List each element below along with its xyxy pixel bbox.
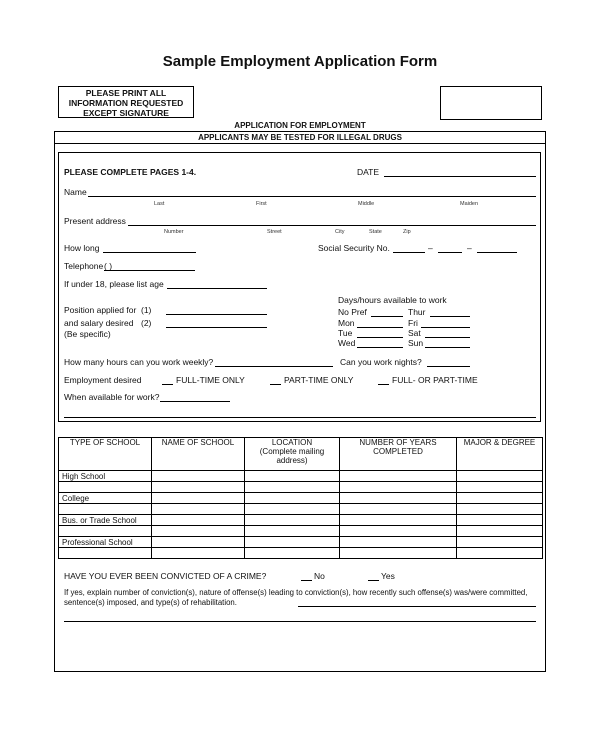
education-table-row <box>59 471 543 482</box>
ssn-field-3[interactable] <box>477 252 517 253</box>
day-wed: Wed <box>338 338 356 348</box>
cell[interactable] <box>340 482 457 493</box>
print-notice-box <box>58 86 194 118</box>
day-sat: Sat <box>408 328 421 338</box>
when-available-label: When available for work? <box>64 392 160 402</box>
cell[interactable] <box>245 471 340 482</box>
salary-label: and salary desired <box>64 318 134 328</box>
cell[interactable] <box>340 526 457 537</box>
cell[interactable] <box>245 493 340 504</box>
education-table <box>58 437 543 559</box>
header-major-degree: MAJOR & DEGREE <box>457 438 543 471</box>
address-sub-city: City <box>335 229 345 235</box>
sun-field[interactable] <box>425 347 470 348</box>
cell-spacer <box>59 548 152 559</box>
position-field-2[interactable] <box>166 327 267 328</box>
age-field[interactable] <box>167 288 267 289</box>
day-fri: Fri <box>408 318 418 328</box>
position-num-1: (1) <box>141 305 152 315</box>
cell[interactable] <box>152 493 245 504</box>
cell[interactable] <box>457 526 543 537</box>
ssn-label: Social Security No. <box>318 243 390 253</box>
row-label-high-school: High School <box>59 471 152 482</box>
name-sub-last: Last <box>154 201 165 207</box>
conviction-yes-checkbox[interactable] <box>368 580 379 581</box>
ssn-field-2[interactable] <box>438 252 462 253</box>
cell[interactable] <box>152 537 245 548</box>
cell[interactable] <box>152 471 245 482</box>
full-or-part-checkbox[interactable] <box>378 384 389 385</box>
telephone-area-code: ( ) <box>104 261 113 271</box>
name-sub-middle: Middle <box>358 201 375 207</box>
header-years-completed: NUMBER OF YEARS COMPLETED <box>340 438 457 471</box>
day-thur: Thur <box>408 307 426 317</box>
name-sub-first: First <box>256 201 267 207</box>
cell-spacer <box>59 504 152 515</box>
day-tue: Tue <box>338 328 353 338</box>
part-time-option: PART-TIME ONLY <box>284 375 354 385</box>
cell[interactable] <box>152 504 245 515</box>
application-heading: APPLICATION FOR EMPLOYMENT <box>234 121 366 130</box>
cell[interactable] <box>457 515 543 526</box>
conviction-no-option: No <box>314 571 325 581</box>
conviction-no-checkbox[interactable] <box>301 580 312 581</box>
cell[interactable] <box>457 482 543 493</box>
row-label-college: College <box>59 493 152 504</box>
day-nopref: No Pref <box>338 307 367 317</box>
days-hours-label: Days/hours available to work <box>338 295 447 305</box>
nopref-field[interactable] <box>371 316 403 317</box>
date-label: DATE <box>357 167 380 177</box>
row-label-trade-school: Bus. or Trade School <box>59 515 152 526</box>
address-sub-state: State <box>369 229 382 235</box>
row-label-professional-school: Professional School <box>59 537 152 548</box>
cell[interactable] <box>152 515 245 526</box>
extra-line[interactable] <box>64 417 536 418</box>
wed-field[interactable] <box>357 347 403 348</box>
print-notice-line2: INFORMATION REQUESTED <box>68 98 184 108</box>
cell[interactable] <box>457 548 543 559</box>
cell[interactable] <box>457 471 543 482</box>
ssn-dash-2: – <box>467 243 472 253</box>
position-label: Position applied for <box>64 305 137 315</box>
when-available-field[interactable] <box>160 401 230 402</box>
full-or-part-option: FULL- OR PART-TIME <box>392 375 478 385</box>
cell[interactable] <box>340 515 457 526</box>
address-sub-number: Number <box>164 229 184 235</box>
cell-spacer <box>59 526 152 537</box>
nights-label: Can you work nights? <box>340 357 422 367</box>
header-location <box>245 438 340 471</box>
cell[interactable] <box>245 482 340 493</box>
date-field[interactable] <box>384 176 536 177</box>
education-table-row <box>59 515 543 526</box>
cell[interactable] <box>457 537 543 548</box>
thur-field[interactable] <box>430 316 470 317</box>
cell[interactable] <box>245 526 340 537</box>
header-location-sub: (Complete mailing address) <box>259 447 325 465</box>
name-sub-maiden: Maiden <box>460 201 479 207</box>
cell[interactable] <box>340 471 457 482</box>
ssn-dash-1: – <box>428 243 433 253</box>
header-type-of-school: TYPE OF SCHOOL <box>59 438 152 471</box>
cell[interactable] <box>340 504 457 515</box>
education-table-row <box>59 526 543 537</box>
full-time-option: FULL-TIME ONLY <box>176 375 245 385</box>
name-field[interactable] <box>88 196 536 197</box>
full-time-checkbox[interactable] <box>162 384 173 385</box>
conviction-yes-option: Yes <box>381 571 395 581</box>
fri-field[interactable] <box>421 327 470 328</box>
employment-desired-label: Employment desired <box>64 375 142 385</box>
tue-field[interactable] <box>357 337 403 338</box>
education-table-row <box>59 482 543 493</box>
education-table-row <box>59 493 543 504</box>
cell[interactable] <box>457 493 543 504</box>
mon-field[interactable] <box>357 327 403 328</box>
header-name-of-school: NAME OF SCHOOL <box>152 438 245 471</box>
cell[interactable] <box>152 482 245 493</box>
position-field-1[interactable] <box>166 314 267 315</box>
address-sub-street: Street <box>267 229 282 235</box>
education-table-header <box>59 438 543 471</box>
nights-field[interactable] <box>427 366 470 367</box>
cell[interactable] <box>152 526 245 537</box>
address-field[interactable] <box>128 225 536 226</box>
sat-field[interactable] <box>425 337 470 338</box>
print-notice-line1: PLEASE PRINT ALL <box>85 88 167 98</box>
cell[interactable] <box>245 504 340 515</box>
day-sun: Sun <box>408 338 424 348</box>
cell[interactable] <box>340 548 457 559</box>
position-num-2: (2) <box>141 318 152 328</box>
education-table-row <box>59 537 543 548</box>
how-long-label: How long <box>64 243 100 253</box>
office-use-box[interactable] <box>440 86 542 120</box>
hours-weekly-field[interactable] <box>215 366 333 367</box>
telephone-label: Telephone <box>64 261 104 271</box>
cell-spacer <box>59 482 152 493</box>
cell[interactable] <box>245 515 340 526</box>
print-notice-line3: EXCEPT SIGNATURE <box>83 108 169 118</box>
conviction-explain-text: If yes, explain number of conviction(s), nature of offense(s) leading to conviction(s), how recently such offense(s) was/were committed, sentence(s) imposed, and type(s) of rehabilitation. <box>64 588 528 607</box>
be-specific-note: (Be specific) <box>64 329 111 339</box>
complete-pages-note: PLEASE COMPLETE PAGES 1-4. <box>64 167 197 177</box>
hours-weekly-label: How many hours can you work weekly? <box>64 357 214 367</box>
cell[interactable] <box>152 548 245 559</box>
conviction-explain-field-2[interactable] <box>64 621 536 622</box>
part-time-checkbox[interactable] <box>270 384 281 385</box>
education-table-row <box>59 548 543 559</box>
address-sub-zip: Zip <box>403 229 411 235</box>
day-mon: Mon <box>338 318 355 328</box>
cell[interactable] <box>245 537 340 548</box>
under18-label: If under 18, please list age <box>64 279 164 289</box>
drug-test-notice: APPLICANTS MAY BE TESTED FOR ILLEGAL DRUGS <box>54 131 546 144</box>
cell[interactable] <box>340 537 457 548</box>
header-location-title: LOCATION <box>271 438 313 447</box>
address-label: Present address <box>64 216 126 226</box>
conviction-question: HAVE YOU EVER BEEN CONVICTED OF A CRIME? <box>64 571 267 581</box>
cell[interactable] <box>457 504 543 515</box>
ssn-field-1[interactable] <box>393 252 425 253</box>
name-label: Name <box>64 187 87 197</box>
education-table-row <box>59 504 543 515</box>
how-long-field[interactable] <box>103 252 196 253</box>
telephone-field[interactable] <box>104 270 195 271</box>
page-title: Sample Employment Application Form <box>162 53 438 70</box>
cell[interactable] <box>340 493 457 504</box>
cell[interactable] <box>245 548 340 559</box>
conviction-explain-field-1[interactable] <box>298 606 536 607</box>
